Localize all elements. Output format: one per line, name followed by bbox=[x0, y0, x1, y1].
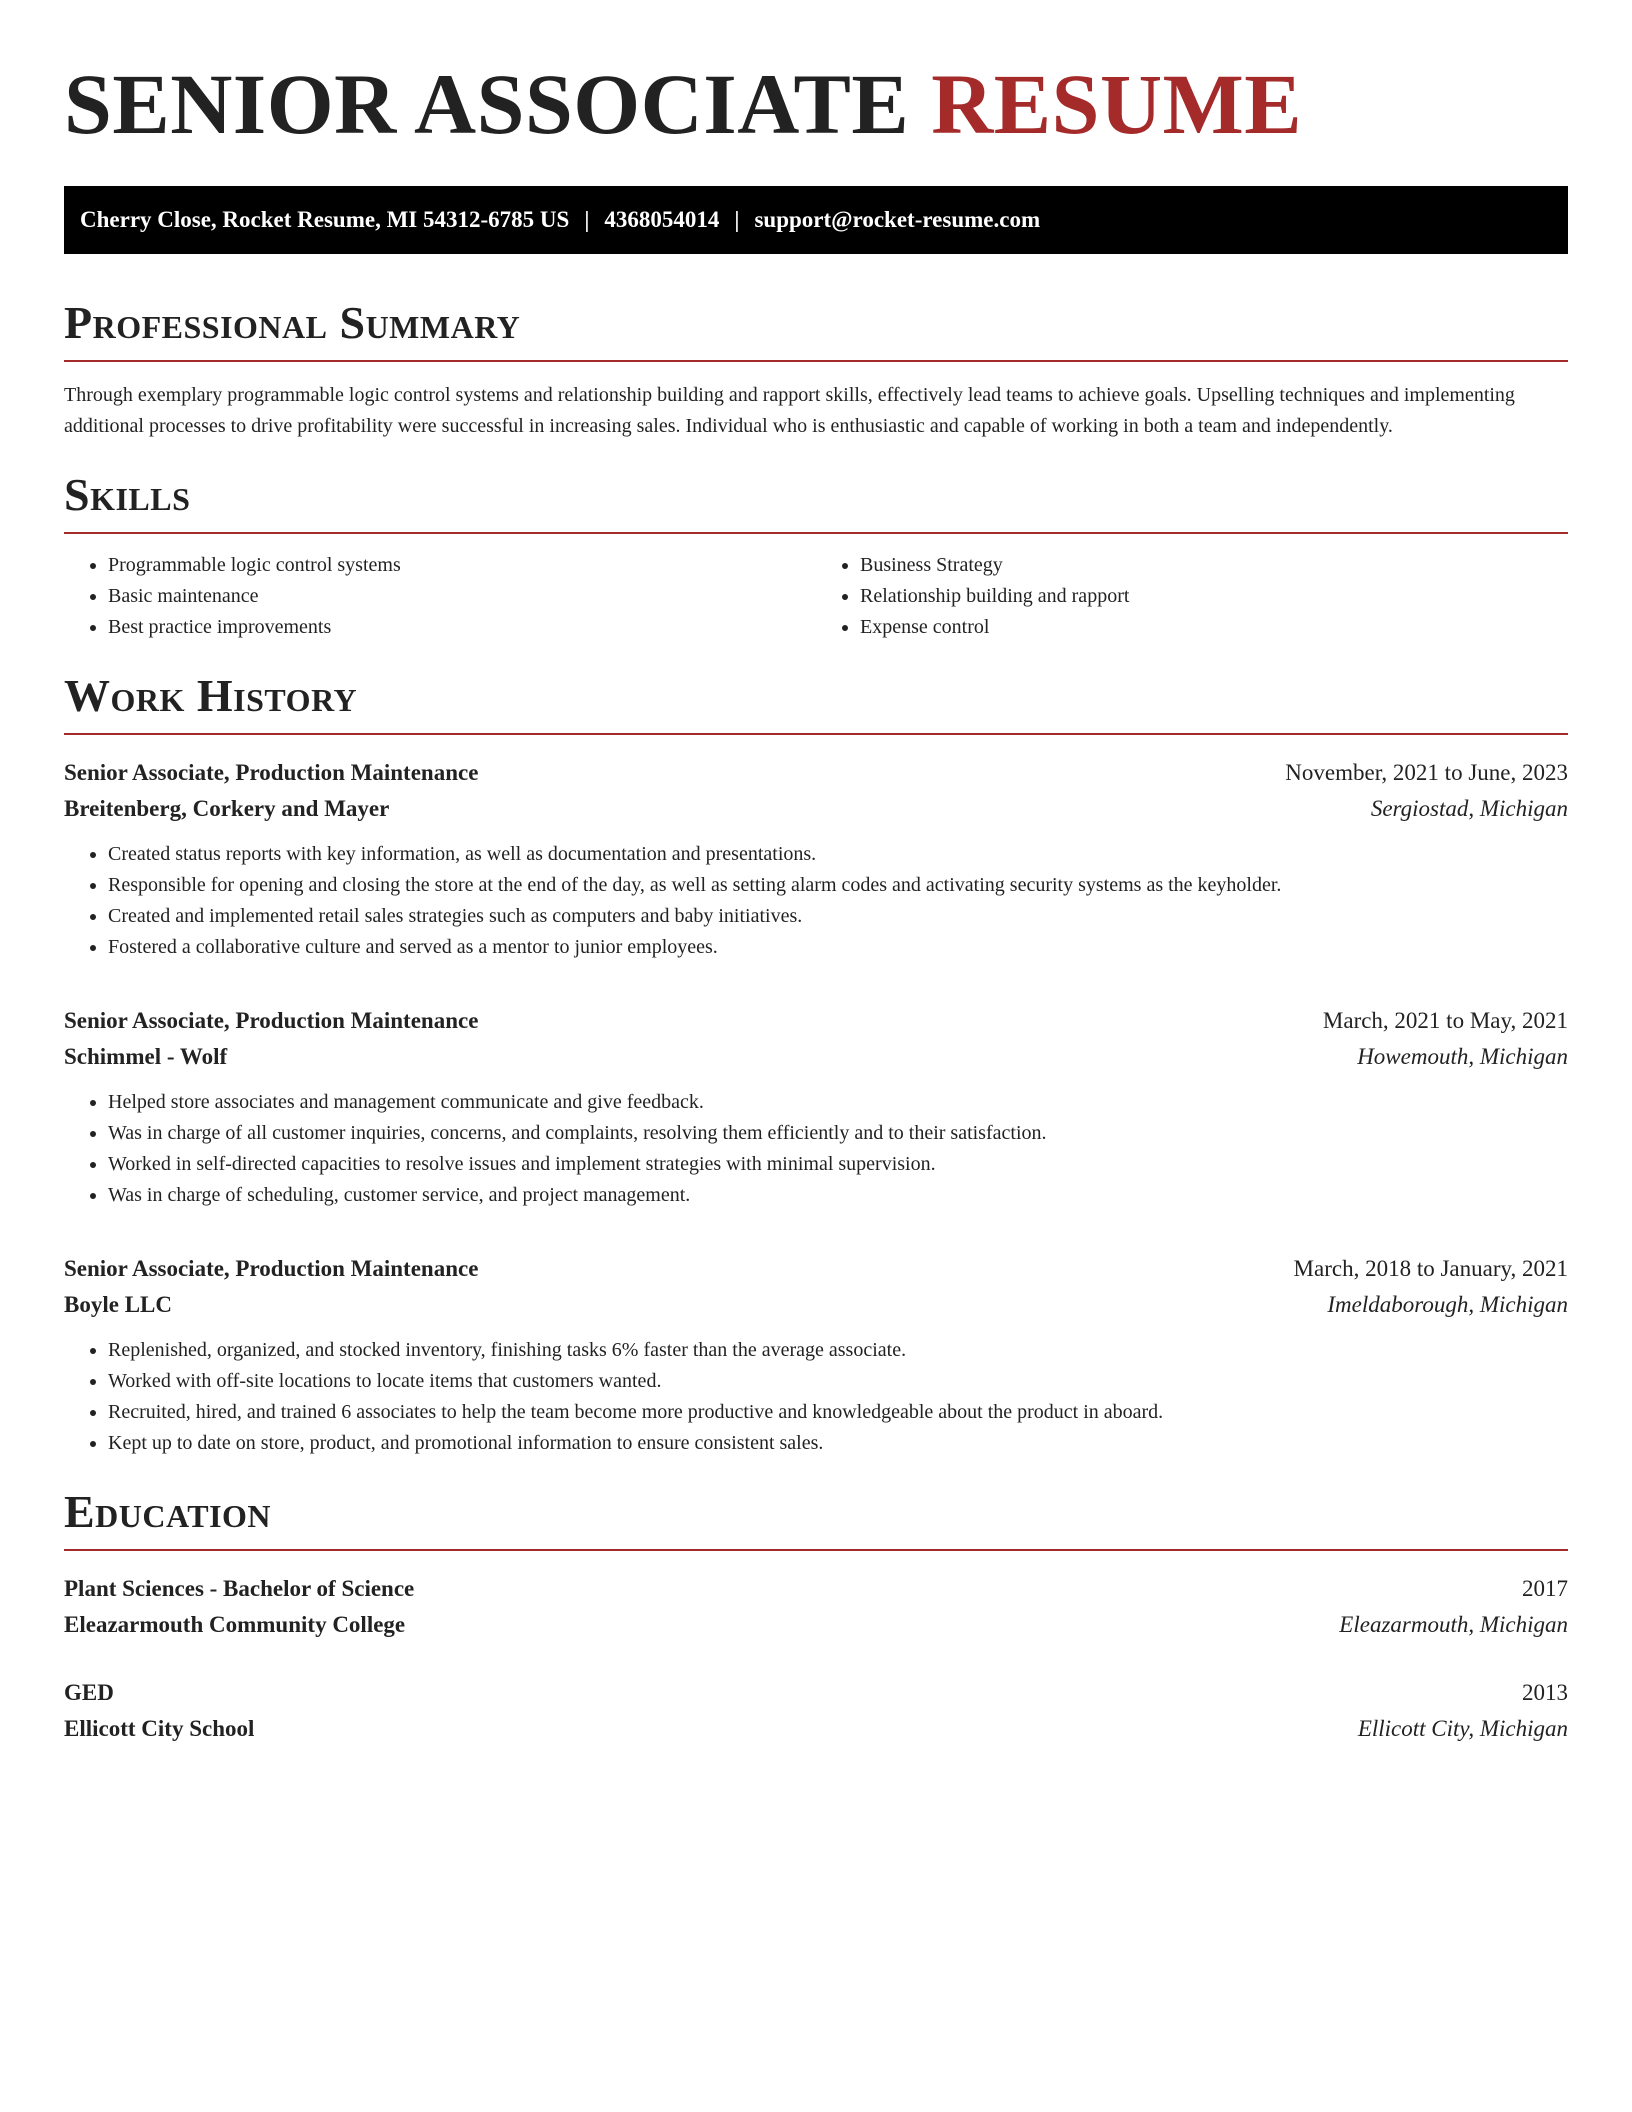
title-main: SENIOR ASSOCIATE bbox=[64, 56, 910, 152]
job-dates: November, 2021 to June, 2023 bbox=[1285, 760, 1568, 785]
skills-column-left bbox=[64, 550, 816, 643]
job-bullet: • Recruited, hired, and trained 6 associates to help the team become more productive and knowledgeable about the product in aboard. bbox=[108, 1397, 1568, 1428]
skill-item: • Basic maintenance bbox=[108, 581, 816, 612]
job-title: Senior Associate, Production Maintenance bbox=[64, 760, 479, 785]
contact-separator: | bbox=[584, 207, 590, 232]
job-location: Imeldaborough, Michigan bbox=[1327, 1292, 1568, 1317]
job-bullet: • Kept up to date on store, product, and promotional information to ensure consistent sales. bbox=[108, 1428, 1568, 1459]
skills-column-right bbox=[816, 550, 1568, 643]
job-location: Howemouth, Michigan bbox=[1357, 1044, 1568, 1069]
job-bullet: • Was in charge of all customer inquiries, concerns, and complaints, resolving them efficiently and to their satisfaction. bbox=[108, 1118, 1568, 1149]
education-degree: Plant Sciences - Bachelor of Science bbox=[64, 1576, 415, 1601]
skill-item: • Expense control bbox=[860, 612, 1568, 643]
summary-text: Through exemplary programmable logic control systems and relationship building and rapport skills, effectively lead teams to achieve goals. Upselling techniques and implementing additional processes to drive profitability were successful in increasing sales. Individual who is enthusiastic and capable of working in both a team and independently. bbox=[64, 384, 1515, 437]
education-location: Eleazarmouth, Michigan bbox=[1339, 1612, 1568, 1637]
job-bullet: • Helped store associates and management communicate and give feedback. bbox=[108, 1087, 1568, 1118]
education-year: 2017 bbox=[1522, 1576, 1568, 1601]
job-bullets bbox=[64, 839, 1568, 963]
job-dates: March, 2018 to January, 2021 bbox=[1293, 1256, 1568, 1281]
education-year: 2013 bbox=[1522, 1680, 1568, 1705]
contact-phone: 4368054014 bbox=[604, 207, 720, 232]
job-bullet: • Created and implemented retail sales strategies such as computers and baby initiatives. bbox=[108, 901, 1568, 932]
skills-list bbox=[64, 550, 1568, 643]
job-bullet: • Was in charge of scheduling, customer service, and project management. bbox=[108, 1180, 1568, 1211]
job-title: Senior Associate, Production Maintenance bbox=[64, 1008, 479, 1033]
job-entry bbox=[64, 1003, 1568, 1211]
resume-title bbox=[64, 56, 1568, 152]
job-bullets bbox=[64, 1335, 1568, 1459]
education-location: Ellicott City, Michigan bbox=[1357, 1716, 1568, 1741]
job-bullets bbox=[64, 1087, 1568, 1211]
job-location: Sergiostad, Michigan bbox=[1370, 796, 1568, 821]
education-school: Ellicott City School bbox=[64, 1716, 255, 1741]
job-bullet: • Responsible for opening and closing the store at the end of the day, as well as setting alarm codes and activating security systems as the keyholder. bbox=[108, 870, 1568, 901]
job-company: Schimmel - Wolf bbox=[64, 1044, 228, 1069]
skill-item: • Programmable logic control systems bbox=[108, 550, 816, 581]
education-heading: Education bbox=[64, 1489, 1568, 1551]
job-dates: March, 2021 to May, 2021 bbox=[1322, 1008, 1568, 1033]
skills-heading: Skills bbox=[64, 472, 1568, 534]
education-school: Eleazarmouth Community College bbox=[64, 1612, 406, 1637]
job-entry bbox=[64, 1251, 1568, 1459]
job-entry bbox=[64, 755, 1568, 963]
contact-bar bbox=[64, 186, 1568, 254]
contact-separator: | bbox=[734, 207, 740, 232]
work-history-heading: Work History bbox=[64, 673, 1568, 735]
education-entry bbox=[64, 1675, 1568, 1747]
contact-address: Cherry Close, Rocket Resume, MI 54312-6785 US bbox=[80, 207, 570, 232]
job-company: Breitenberg, Corkery and Mayer bbox=[64, 796, 390, 821]
job-company: Boyle LLC bbox=[64, 1292, 172, 1317]
education-entry bbox=[64, 1571, 1568, 1643]
job-bullet: • Created status reports with key information, as well as documentation and presentations. bbox=[108, 839, 1568, 870]
skill-item: • Best practice improvements bbox=[108, 612, 816, 643]
job-bullet: • Replenished, organized, and stocked inventory, finishing tasks 6% faster than the average associate. bbox=[108, 1335, 1568, 1366]
job-bullet: • Fostered a collaborative culture and served as a mentor to junior employees. bbox=[108, 932, 1568, 963]
summary-heading: Professional Summary bbox=[64, 300, 1568, 362]
education-degree: GED bbox=[64, 1680, 114, 1705]
skill-item: • Business Strategy bbox=[860, 550, 1568, 581]
job-title: Senior Associate, Production Maintenance bbox=[64, 1256, 479, 1281]
title-accent: RESUME bbox=[931, 56, 1303, 152]
job-bullet: • Worked with off-site locations to locate items that customers wanted. bbox=[108, 1366, 1568, 1397]
skill-item: • Relationship building and rapport bbox=[860, 581, 1568, 612]
contact-email: support@rocket-resume.com bbox=[754, 207, 1041, 232]
job-bullet: • Worked in self-directed capacities to resolve issues and implement strategies with minimal supervision. bbox=[108, 1149, 1568, 1180]
